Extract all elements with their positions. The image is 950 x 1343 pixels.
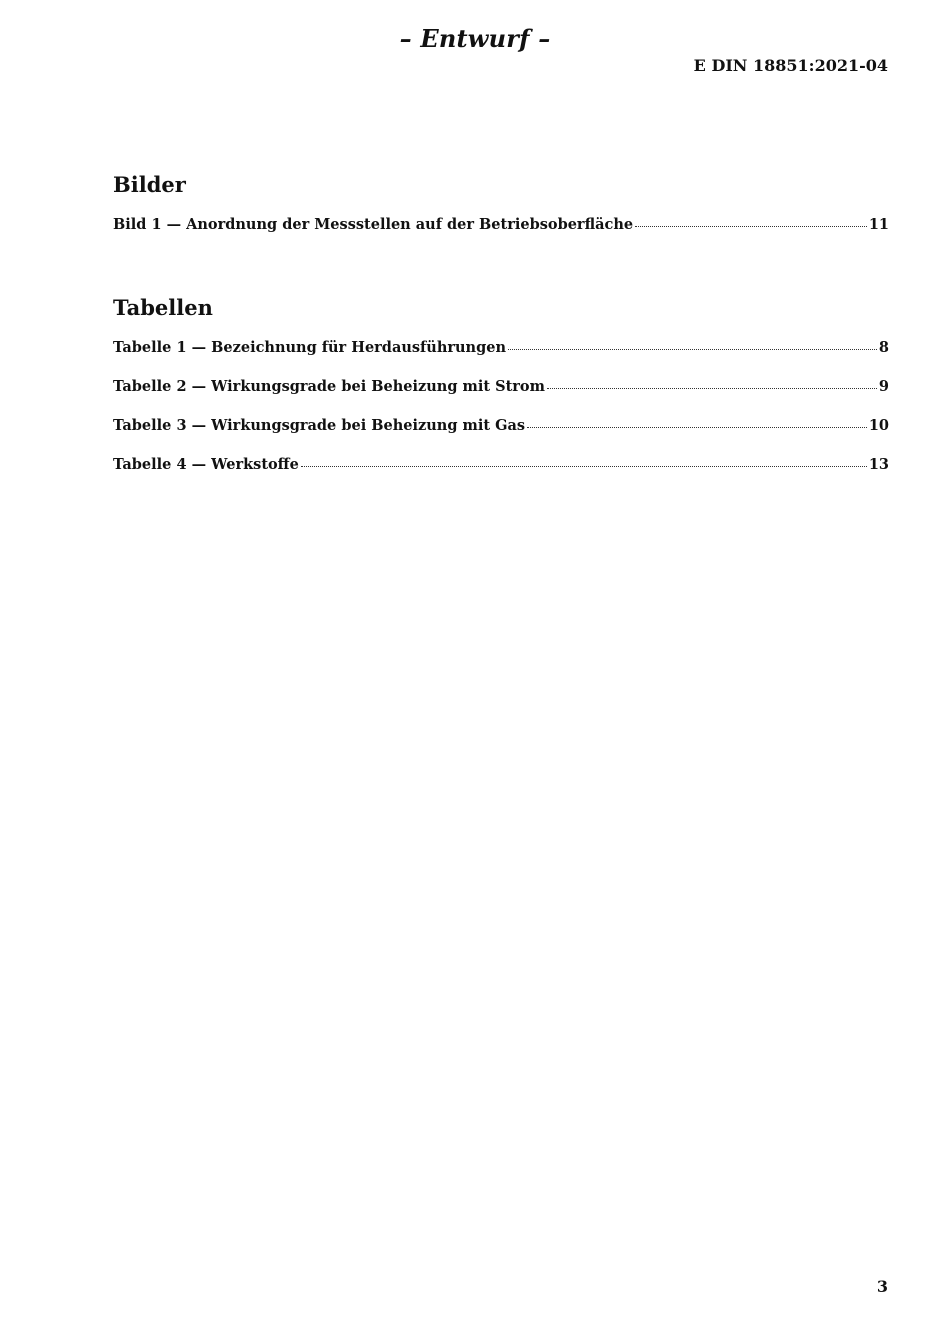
toc-entry-title: Tabelle 4 — Werkstoffe [113,456,299,473]
toc-entry-title: Tabelle 2 — Wirkungsgrade bei Beheizung mit Strom [113,378,545,395]
toc-entry-table-1[interactable] [113,339,889,378]
dot-leader [635,225,867,227]
toc-entry-page: 13 [868,456,889,473]
toc-entry-table-3[interactable] [113,417,889,456]
dot-leader [301,465,867,467]
toc-entry-title: Tabelle 3 — Wirkungsgrade bei Beheizung mit Gas [113,417,526,434]
toc-entry-page: 8 [878,339,889,356]
figures-list [113,216,889,255]
toc-entry-title: Bild 1 — Anordnung der Messstellen auf der Betriebsoberfläche [113,216,634,233]
page-number: 3 [876,1277,888,1296]
dot-leader [547,387,877,389]
draft-label: – Entwurf – [399,24,551,53]
toc-entry-figure-1[interactable] [113,216,889,255]
toc-entry-table-2[interactable] [113,378,889,417]
toc-entry-page: 11 [868,216,889,233]
figures-heading: Bilder [113,172,186,197]
document-id: E DIN 18851:2021-04 [693,56,888,75]
tables-list [113,339,889,495]
toc-entry-table-4[interactable] [113,456,889,495]
toc-entry-page: 10 [868,417,889,434]
toc-entry-page: 9 [878,378,889,395]
dot-leader [527,426,867,428]
tables-heading: Tabellen [113,295,213,320]
toc-entry-title: Tabelle 1 — Bezeichnung für Herdausführungen [113,339,506,356]
dot-leader [508,348,877,350]
